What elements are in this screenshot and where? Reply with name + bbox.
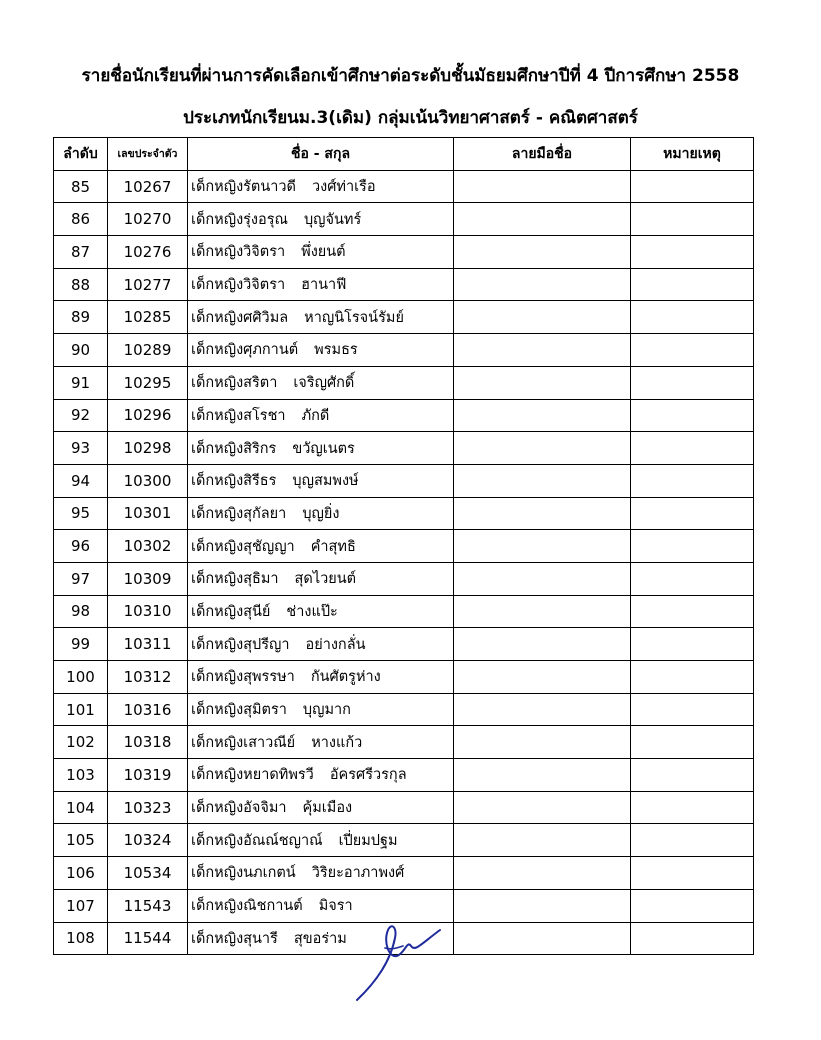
row-order: 100 xyxy=(54,661,108,694)
row-order: 98 xyxy=(54,595,108,628)
row-student-id: 10300 xyxy=(108,464,188,497)
row-student-id: 10311 xyxy=(108,628,188,661)
last-name: กันศัตรูห่าง xyxy=(310,669,381,686)
last-name: วงศ์ท่าเรือ xyxy=(311,179,376,196)
row-note-cell xyxy=(631,693,754,726)
row-note-cell xyxy=(631,334,754,367)
row-student-name xyxy=(188,595,454,628)
row-student-name xyxy=(188,464,454,497)
col-header-id: เลขประจำตัว xyxy=(108,138,188,171)
row-order: 90 xyxy=(54,334,108,367)
row-note-cell xyxy=(631,628,754,661)
row-order: 106 xyxy=(54,857,108,890)
row-student-name xyxy=(188,170,454,203)
col-header-note: หมายเหตุ xyxy=(631,138,754,171)
row-student-id: 10316 xyxy=(108,693,188,726)
row-signature-cell[interactable] xyxy=(454,824,631,857)
row-student-name xyxy=(188,432,454,465)
row-note-cell xyxy=(631,170,754,203)
row-student-id: 10302 xyxy=(108,530,188,563)
last-name: ขวัญเนตร xyxy=(292,440,355,457)
last-name: บุญสมพงษ์ xyxy=(292,473,359,490)
first-name: เด็กหญิงสริตา xyxy=(191,375,278,392)
row-order: 95 xyxy=(54,497,108,530)
row-student-id: 10310 xyxy=(108,595,188,628)
row-student-name xyxy=(188,726,454,759)
row-student-name xyxy=(188,693,454,726)
table-row xyxy=(54,889,754,922)
row-student-id: 10309 xyxy=(108,562,188,595)
row-signature-cell[interactable] xyxy=(454,661,631,694)
row-student-name xyxy=(188,824,454,857)
row-signature-cell[interactable] xyxy=(454,889,631,922)
last-name: เจริญศักดิ์ xyxy=(293,375,355,392)
first-name: เด็กหญิงอัณณ์ชญาณ์ xyxy=(191,832,323,849)
row-signature-cell[interactable] xyxy=(454,399,631,432)
row-signature-cell[interactable] xyxy=(454,170,631,203)
table-row xyxy=(54,857,754,890)
last-name: ฮานาฟี xyxy=(301,277,347,294)
table-row xyxy=(54,562,754,595)
table-row xyxy=(54,301,754,334)
row-student-name xyxy=(188,791,454,824)
table-row xyxy=(54,922,754,955)
row-signature-cell[interactable] xyxy=(454,497,631,530)
row-order: 96 xyxy=(54,530,108,563)
first-name: เด็กหญิงอัจจิมา xyxy=(191,800,287,817)
first-name: เด็กหญิงหยาดทิพรวี xyxy=(191,767,314,784)
first-name: เด็กหญิงศุภกานต์ xyxy=(191,342,299,359)
last-name: มิจรา xyxy=(318,898,353,915)
page-title: รายชื่อนักเรียนที่ผ่านการคัดเลือกเข้าศึกษาต่อระดับชั้นมัธยมศึกษาปีที่ 4 ปีการศึกษา 2558 xyxy=(81,66,740,86)
row-signature-cell[interactable] xyxy=(454,693,631,726)
table-row xyxy=(54,497,754,530)
row-note-cell xyxy=(631,268,754,301)
last-name: เปี่ยมปฐม xyxy=(338,832,398,849)
row-note-cell xyxy=(631,399,754,432)
row-student-id: 11543 xyxy=(108,889,188,922)
table-row xyxy=(54,530,754,563)
row-student-name xyxy=(188,301,454,334)
row-student-id: 10318 xyxy=(108,726,188,759)
row-order: 93 xyxy=(54,432,108,465)
col-header-signature: ลายมือชื่อ xyxy=(454,138,631,171)
row-signature-cell[interactable] xyxy=(454,464,631,497)
row-signature-cell[interactable] xyxy=(454,530,631,563)
row-note-cell xyxy=(631,366,754,399)
row-student-name xyxy=(188,334,454,367)
table-row xyxy=(54,203,754,236)
last-name: คำสุทธิ xyxy=(310,538,356,555)
row-student-name xyxy=(188,759,454,792)
row-signature-cell[interactable] xyxy=(454,726,631,759)
last-name: บุญมาก xyxy=(302,702,351,719)
student-table xyxy=(53,137,754,955)
table-row xyxy=(54,432,754,465)
row-order: 99 xyxy=(54,628,108,661)
row-note-cell xyxy=(631,759,754,792)
row-student-name xyxy=(188,268,454,301)
row-order: 101 xyxy=(54,693,108,726)
first-name: เด็กหญิงสุธิมา xyxy=(191,571,279,588)
row-student-name xyxy=(188,530,454,563)
first-name: เด็กหญิงณิชกานต์ xyxy=(191,898,303,915)
row-student-id: 10319 xyxy=(108,759,188,792)
row-student-name xyxy=(188,922,454,955)
row-student-id: 10323 xyxy=(108,791,188,824)
row-note-cell xyxy=(631,203,754,236)
row-signature-cell[interactable] xyxy=(454,334,631,367)
row-signature-cell[interactable] xyxy=(454,301,631,334)
last-name: คุ้มเมือง xyxy=(302,800,353,817)
row-student-id: 10301 xyxy=(108,497,188,530)
first-name: เด็กหญิงสุปรีญา xyxy=(191,636,290,653)
row-student-id: 10276 xyxy=(108,236,188,269)
last-name: หางแก้ว xyxy=(311,734,363,751)
row-student-id: 10534 xyxy=(108,857,188,890)
last-name: พึ่งยนต์ xyxy=(301,244,346,261)
table-row xyxy=(54,399,754,432)
first-name: เด็กหญิงวิจิตรา xyxy=(191,277,286,294)
row-order: 107 xyxy=(54,889,108,922)
last-name: สุดไวยนต์ xyxy=(294,571,357,588)
last-name: ภักดี xyxy=(301,407,330,424)
row-student-name xyxy=(188,203,454,236)
last-name: อัครศรีวรกุล xyxy=(329,767,407,784)
last-name: ช่างแป๊ะ xyxy=(286,603,338,620)
row-order: 86 xyxy=(54,203,108,236)
row-student-id: 10298 xyxy=(108,432,188,465)
row-note-cell xyxy=(631,726,754,759)
last-name: หาญนิโรจน์รัมย์ xyxy=(304,309,404,326)
table-row xyxy=(54,693,754,726)
last-name: สุขอร่าม xyxy=(293,930,347,947)
table-row xyxy=(54,268,754,301)
row-signature-cell[interactable] xyxy=(454,595,631,628)
col-header-order: ลำดับ xyxy=(54,138,108,171)
row-note-cell xyxy=(631,661,754,694)
first-name: เด็กหญิงสุนีย์ xyxy=(191,603,271,620)
first-name: เด็กหญิงสุมิตรา xyxy=(191,702,287,719)
table-header-row xyxy=(54,138,754,171)
row-student-id: 10312 xyxy=(108,661,188,694)
first-name: เด็กหญิงนภเกตน์ xyxy=(191,865,296,882)
row-note-cell xyxy=(631,301,754,334)
first-name: เด็กหญิงเสาวณีย์ xyxy=(191,734,296,751)
first-name: เด็กหญิงรุ่งอรุณ xyxy=(191,211,288,228)
row-student-id: 10324 xyxy=(108,824,188,857)
row-order: 104 xyxy=(54,791,108,824)
row-signature-cell[interactable] xyxy=(454,366,631,399)
last-name: บุญยิ่ง xyxy=(302,505,340,522)
last-name: อย่างกลั่น xyxy=(305,636,366,653)
row-signature-cell[interactable] xyxy=(454,268,631,301)
page-subtitle: ประเภทนักเรียนม.3(เดิม) กลุ่มเน้นวิทยาศาสตร์ - คณิตศาสตร์ xyxy=(183,108,638,128)
first-name: เด็กหญิงสุกัลยา xyxy=(191,505,287,522)
row-signature-cell[interactable] xyxy=(454,791,631,824)
row-order: 89 xyxy=(54,301,108,334)
row-note-cell xyxy=(631,922,754,955)
last-name: พรมธร xyxy=(314,342,358,359)
first-name: เด็กหญิงสิริกร xyxy=(191,440,277,457)
table-row xyxy=(54,236,754,269)
row-student-id: 10270 xyxy=(108,203,188,236)
row-student-name xyxy=(188,366,454,399)
row-signature-cell[interactable] xyxy=(454,562,631,595)
table-row xyxy=(54,759,754,792)
table-row xyxy=(54,595,754,628)
row-signature-cell[interactable] xyxy=(454,857,631,890)
row-student-name xyxy=(188,497,454,530)
row-student-name xyxy=(188,628,454,661)
row-order: 94 xyxy=(54,464,108,497)
row-order: 92 xyxy=(54,399,108,432)
last-name: บุญจันทร์ xyxy=(303,211,362,228)
row-note-cell xyxy=(631,464,754,497)
table-row xyxy=(54,628,754,661)
row-order: 103 xyxy=(54,759,108,792)
row-order: 108 xyxy=(54,922,108,955)
table-row xyxy=(54,366,754,399)
row-signature-cell[interactable] xyxy=(454,203,631,236)
row-student-id: 10285 xyxy=(108,301,188,334)
row-order: 105 xyxy=(54,824,108,857)
row-signature-cell[interactable] xyxy=(454,922,631,955)
table-row xyxy=(54,824,754,857)
row-signature-cell[interactable] xyxy=(454,236,631,269)
first-name: เด็กหญิงสุชัญญา xyxy=(191,538,295,555)
row-signature-cell[interactable] xyxy=(454,432,631,465)
first-name: เด็กหญิงสุนารี xyxy=(191,930,278,947)
row-student-name xyxy=(188,399,454,432)
row-student-id: 11544 xyxy=(108,922,188,955)
row-note-cell xyxy=(631,432,754,465)
row-order: 87 xyxy=(54,236,108,269)
first-name: เด็กหญิงรัตนาวดี xyxy=(191,179,296,196)
row-note-cell xyxy=(631,497,754,530)
row-student-id: 10277 xyxy=(108,268,188,301)
row-note-cell xyxy=(631,236,754,269)
row-note-cell xyxy=(631,595,754,628)
last-name: วิริยะอาภาพงศ์ xyxy=(311,865,405,882)
row-signature-cell[interactable] xyxy=(454,759,631,792)
table-row xyxy=(54,334,754,367)
table-row xyxy=(54,170,754,203)
row-student-name xyxy=(188,661,454,694)
table-row xyxy=(54,464,754,497)
row-order: 97 xyxy=(54,562,108,595)
row-signature-cell[interactable] xyxy=(454,628,631,661)
row-student-name xyxy=(188,889,454,922)
row-student-id: 10267 xyxy=(108,170,188,203)
first-name: เด็กหญิงวิจิตรา xyxy=(191,244,286,261)
row-student-name xyxy=(188,857,454,890)
col-header-name: ชื่อ - สกุล xyxy=(188,138,454,171)
row-student-name xyxy=(188,562,454,595)
row-note-cell xyxy=(631,562,754,595)
row-note-cell xyxy=(631,824,754,857)
row-note-cell xyxy=(631,791,754,824)
row-order: 85 xyxy=(54,170,108,203)
first-name: เด็กหญิงศศิวิมล xyxy=(191,309,289,326)
row-student-id: 10289 xyxy=(108,334,188,367)
row-order: 88 xyxy=(54,268,108,301)
row-note-cell xyxy=(631,857,754,890)
row-student-id: 10296 xyxy=(108,399,188,432)
first-name: เด็กหญิงสิรีธร xyxy=(191,473,277,490)
table-row xyxy=(54,726,754,759)
row-note-cell xyxy=(631,530,754,563)
row-order: 91 xyxy=(54,366,108,399)
row-student-id: 10295 xyxy=(108,366,188,399)
row-order: 102 xyxy=(54,726,108,759)
table-body xyxy=(54,170,754,955)
table-row xyxy=(54,661,754,694)
row-note-cell xyxy=(631,889,754,922)
row-student-name xyxy=(188,236,454,269)
first-name: เด็กหญิงสุพรรษา xyxy=(191,669,295,686)
table-row xyxy=(54,791,754,824)
first-name: เด็กหญิงสโรชา xyxy=(191,407,286,424)
